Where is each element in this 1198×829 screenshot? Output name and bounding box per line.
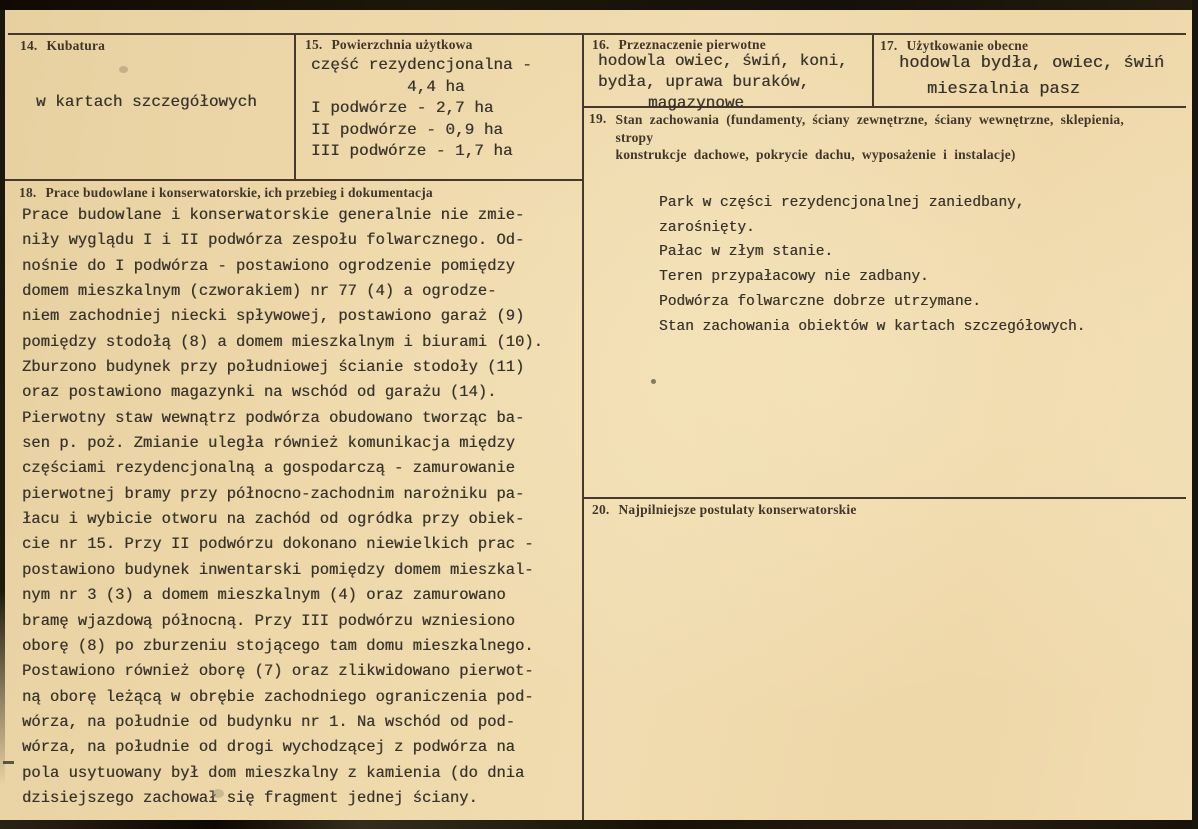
typed-line: łacu i wybicie otworu na zachód od ogródka przy obiek-	[22, 510, 525, 529]
typed-line: Teren przypałacowy nie zadbany.	[659, 269, 929, 286]
field-title-postulaty: Najpilniejsze postulaty konserwatorskie	[618, 502, 857, 517]
typed-line: postawiono budynek inwentarski pomiędzy domem mieszkal-	[22, 560, 534, 579]
typed-line: Postawiono również oborę (7) oraz zlikwidowano pierwot-	[22, 662, 534, 681]
typed-line: Podwórza folwarczne dobrze utrzymane.	[659, 293, 981, 310]
field-label-14	[20, 38, 105, 54]
scan-edge-right	[1192, 0, 1198, 829]
typed-line: pomiędzy stodołą (8) a domem mieszkalnym i biurami (10).	[22, 332, 543, 351]
typed-line: częściami rezydencjonalną a gospodarczą - zamurowanie	[22, 459, 515, 478]
typed-line: III podwórze - 1,7 ha	[311, 142, 513, 160]
field-number-16: 16.	[592, 37, 610, 52]
typed-line: Pierwotny staw wewnątrz podwórza obudowano tworząc ba-	[22, 408, 525, 427]
scan-edge-top	[0, 0, 1198, 10]
typed-line: zarośnięty.	[659, 219, 755, 236]
form-rule-above-section-18	[5, 179, 583, 181]
typed-line: dzisiejszego zachował się fragment jednej ściany.	[22, 788, 478, 807]
field-title-kubatura: Kubatura	[46, 38, 106, 53]
scan-speck	[212, 789, 224, 798]
typed-line: niły wyglądu I i II podwórza zespołu folwarcznego. Od-	[22, 231, 525, 250]
typed-line: nym nr 3 (3) a domem mieszkalnym (4) oraz zamurowano	[22, 586, 506, 605]
field-label-20	[592, 502, 857, 518]
typed-line: oborę (8) po zburzeniu stojącego tam domu mieszkalnego.	[22, 636, 534, 655]
field-number-17: 17.	[880, 38, 898, 53]
typed-value-kubatura: w kartach szczegółowych	[36, 93, 257, 111]
field-title-uzytkowanie: Użytkowanie obecne	[906, 38, 1029, 53]
typed-line: II podwórze - 0,9 ha	[311, 120, 504, 139]
typed-line: 4,4 ha	[407, 77, 465, 96]
form-rule-divider-16-17	[872, 33, 874, 106]
field-number-19: 19.	[589, 111, 607, 126]
typed-value-stan	[659, 191, 1085, 339]
field-number-14: 14.	[20, 38, 38, 53]
typed-value-przeznaczenie	[598, 51, 848, 114]
typed-line: hodowla bydła, owiec, świń	[899, 54, 1165, 73]
typed-line: oraz postawiono magazynki na wschód od garażu (14).	[22, 383, 497, 402]
typed-line: ną oborę leżącą w obrębie zachodniego ograniczenia pod-	[22, 687, 534, 706]
typed-line: sen p. poż. Zmianie uległa również komunikacja między	[22, 434, 515, 453]
field-label-19	[589, 111, 1164, 164]
typed-line: bydła, uprawa buraków,	[598, 73, 810, 91]
typed-line: nośnie do I podwórza - postawiono ogrodzenie pomiędzy	[22, 256, 515, 275]
typed-line: I podwórze - 2,7 ha	[311, 99, 494, 117]
typed-line: pola usytuowany był dom mieszkalny z kamienia (do dnia	[22, 763, 525, 782]
scan-speck	[651, 379, 656, 384]
typed-line: Prace budowlane i konserwatorskie generalnie nie zmie-	[22, 206, 525, 224]
typed-line: wórza, na południe od drogi wychodzącej z podwórza na	[22, 738, 515, 757]
form-rule-divider-14-15	[294, 33, 296, 179]
typed-line: domem mieszkalnym (czworakiem) nr 77 (4) a ogrodze-	[22, 282, 497, 301]
typed-line: Park w części rezydencjonalnej zaniedbany,	[659, 195, 1025, 211]
typed-line: hodowla owiec, świń, koni,	[598, 52, 848, 70]
field-title-stan-line1: Stan zachowania (fundamenty, ściany zewnętrzne, ściany wewnętrzne, sklepienia, stropy	[615, 112, 1124, 145]
typed-line: pierwotnej bramy przy północno-zachodnim narożniku pa-	[22, 484, 525, 503]
typed-line: wórza, na południe od budynku nr 1. Na wschód od pod-	[22, 712, 515, 731]
field-number-20: 20.	[592, 502, 610, 517]
field-label-15	[305, 37, 473, 53]
typed-value-powierzchnia	[311, 55, 532, 163]
field-title-stan-line2: konstrukcje dachowe, pokrycie dachu, wyposażenie i instalacje)	[615, 147, 1016, 162]
typed-line: mieszalnia pasz	[927, 80, 1081, 99]
field-number-15: 15.	[305, 37, 323, 52]
form-rule-top	[8, 33, 1186, 35]
field-title-prace: Prace budowlane i konserwatorskie, ich przebieg i dokumentacja	[45, 185, 433, 200]
field-title-przeznaczenie: Przeznaczenie pierwotne	[618, 37, 766, 52]
typed-line: bramę wjazdową północną. Przy III podwórzu wzniesiono	[22, 611, 515, 630]
field-number-18: 18.	[19, 185, 37, 200]
field-title-powierzchnia: Powierzchnia użytkowa	[331, 37, 473, 52]
form-rule-center-divider	[582, 33, 584, 820]
typed-line: Stan zachowania obiektów w kartach szczegółowych.	[659, 318, 1086, 335]
typed-line: Zburzono budynek przy południowej ścianie stodoły (11)	[22, 358, 525, 377]
scan-speck	[3, 761, 14, 764]
field-title-stan	[615, 111, 1164, 164]
typed-line: część rezydencjonalna -	[311, 56, 532, 74]
scan-edge-left	[0, 10, 5, 785]
typed-line: niem zachodniej niecki spływowej, postawiono garaż (9)	[22, 307, 525, 326]
typed-value-uzytkowanie	[899, 51, 1164, 103]
scan-speck	[119, 66, 128, 73]
form-rule-above-section-20	[583, 497, 1186, 499]
field-label-18	[19, 185, 433, 201]
typed-paragraph-prace	[22, 203, 543, 811]
scan-edge-bottom	[0, 820, 1198, 829]
typed-line: magazynowe	[648, 94, 745, 112]
typed-line: cie nr 15. Przy II podwórzu dokonano niewielkich prac -	[22, 535, 534, 554]
typed-line: Pałac w złym stanie.	[659, 244, 834, 261]
